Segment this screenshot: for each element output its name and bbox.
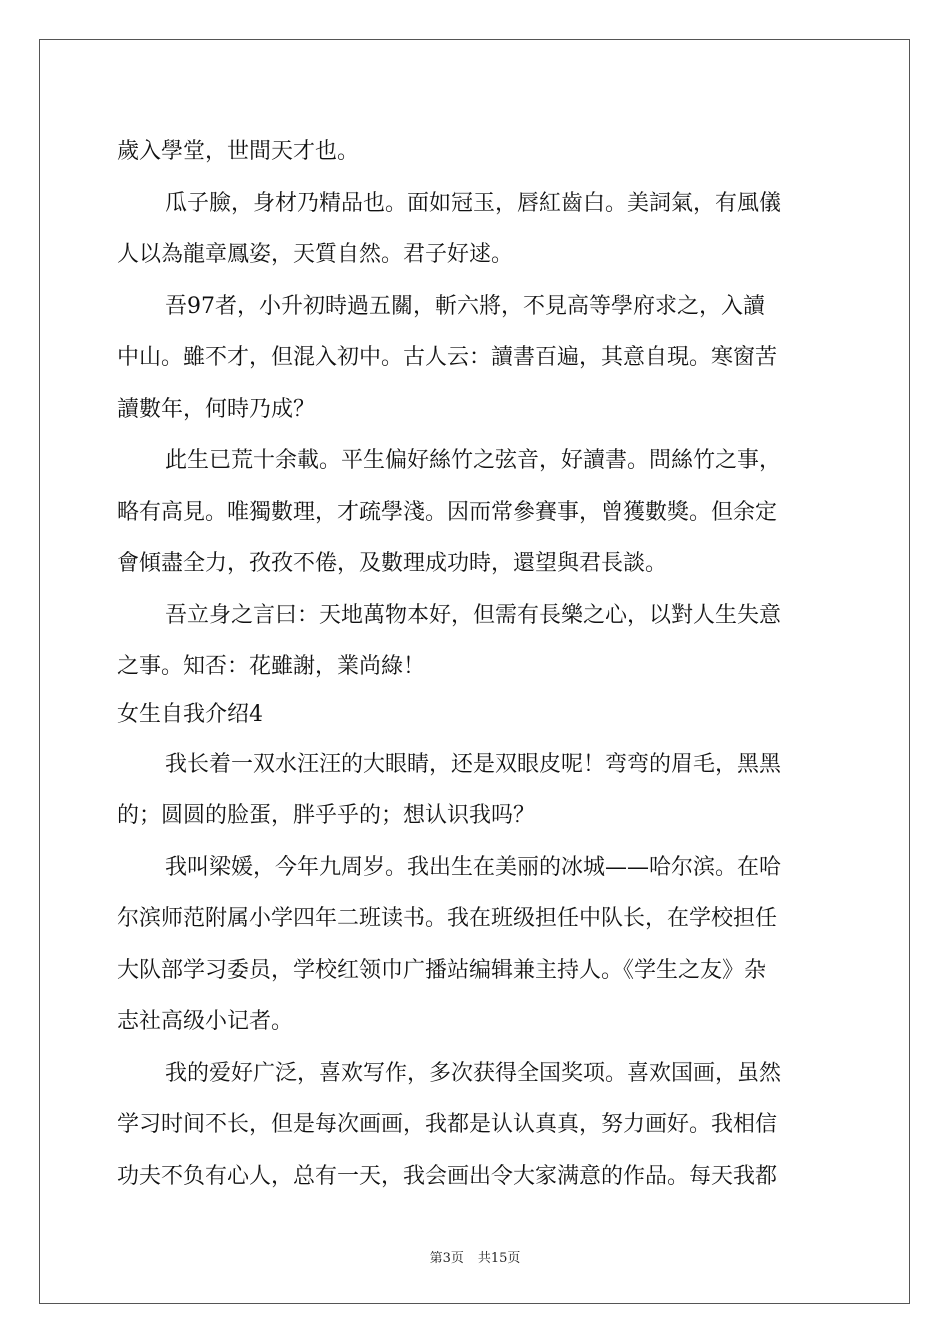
text-line: 吾97者，小升初時過五關，斬六將，不見高等學府求之，入讀 xyxy=(165,293,765,319)
text-line: 尔滨师范附属小学四年二班读书。我在班级担任中队长，在学校担任 xyxy=(117,906,778,931)
document-body xyxy=(117,126,835,1202)
text-line: 吾立身之言曰：天地萬物本好，但需有長樂之心，以對人生失意 xyxy=(165,602,782,628)
section-heading: 女生自我介绍4 xyxy=(117,701,263,727)
text-line: 的；圆圆的脸蛋，胖乎乎的；想认识我吗？ xyxy=(117,803,536,828)
text-line: 之事。知否：花雖謝，業尚綠！ xyxy=(117,654,426,679)
text-line: 會傾盡全力，孜孜不倦，及數理成功時，還望與君長談。 xyxy=(117,551,668,576)
text-line: 我的爱好广泛，喜欢写作，多次获得全国奖项。喜欢国画，虽然 xyxy=(165,1060,782,1086)
page-footer xyxy=(0,1247,950,1266)
text-line: 人以為龍章鳳姿，天質自然。君子好逑。 xyxy=(117,242,514,267)
text-line: 学习时间不长，但是每次画画，我都是认认真真，努力画好。我相信 xyxy=(117,1112,778,1137)
text-line: 我长着一双水汪汪的大眼睛，还是双眼皮呢！弯弯的眉毛，黑黑 xyxy=(165,751,782,777)
text-line: 中山。雖不才，但混入初中。古人云：讀書百遍，其意自現。寒窗苦 xyxy=(117,345,778,370)
text-line: 我叫梁媛，今年九周岁。我出生在美丽的冰城——哈尔滨。在哈 xyxy=(165,854,782,880)
text-line: 瓜子臉，身材乃精品也。面如冠玉，唇紅齒白。美詞氣，有風儀 xyxy=(165,190,782,216)
page-total: 共15页 xyxy=(477,1251,521,1266)
text-line: 歲入學堂，世間天才也。 xyxy=(117,139,360,164)
text-line: 功夫不负有心人，总有一天，我会画出令大家满意的作品。每天我都 xyxy=(117,1163,778,1189)
text-line: 大队部学习委员，学校红领巾广播站编辑兼主持人。《学生之友》杂 xyxy=(117,957,767,983)
page-number: 第3页 xyxy=(429,1251,464,1266)
text-line: 讀數年，何時乃成？ xyxy=(117,396,316,422)
text-line: 略有高見。唯獨數理，才疏學淺。因而常參賽事，曾獲數獎。但余定 xyxy=(117,499,778,525)
text-line: 志社高级小记者。 xyxy=(117,1009,294,1034)
text-line: 此生已荒十余載。平生偏好絲竹之弦音，好讀書。問絲竹之事， xyxy=(165,448,782,473)
